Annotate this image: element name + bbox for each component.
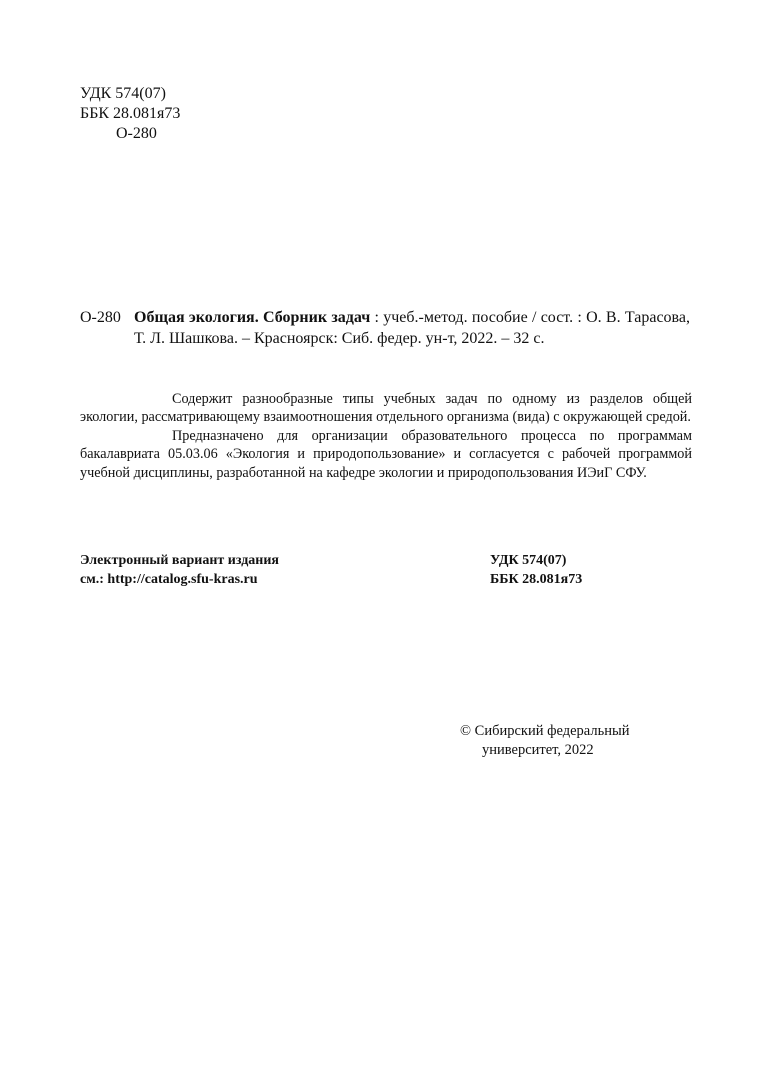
footer-bbk: ББК 28.081я73 bbox=[490, 572, 583, 587]
entry-code: О-280 bbox=[80, 309, 121, 326]
book-title: Общая экология. Сборник задач bbox=[134, 309, 371, 326]
annotation bbox=[80, 390, 692, 482]
footer-udk: УДК 574(07) bbox=[490, 553, 567, 568]
author-sign: О-280 bbox=[116, 125, 157, 142]
copyright-line-1: © Сибирский федеральный bbox=[460, 723, 630, 739]
catalog-link[interactable]: см.: http://catalog.sfu-kras.ru bbox=[80, 572, 258, 587]
annotation-paragraph-1: Содержит разнообразные типы учебных задач по одному из разделов общей экологии, рассматривающему взаимоотношения отдельного организма (вида) с окружающей средой. bbox=[80, 391, 692, 426]
copyright-line-2: университет, 2022 bbox=[482, 742, 594, 758]
udk-code: УДК 574(07) bbox=[80, 85, 166, 102]
classification-header bbox=[80, 84, 180, 144]
bbk-code: ББК 28.081я73 bbox=[80, 105, 181, 122]
bibliographic-entry bbox=[80, 307, 690, 349]
copyright-notice bbox=[460, 722, 629, 760]
entry-description: : учеб.-метод. пособие / сост. : О. В. Тарасова, Т. Л. Шашкова. – Красноярск: Сиб. федер. ун-т, 2022. – 32 с. bbox=[134, 309, 691, 347]
entry-body bbox=[134, 307, 690, 349]
electronic-edition-label: Электронный вариант издания bbox=[80, 553, 279, 568]
footer-classification bbox=[490, 551, 582, 589]
electronic-edition-note bbox=[80, 551, 279, 589]
annotation-paragraph-2: Предназначено для организации образовательного процесса по программам бакалавриата 05.03.06 «Экология и природопользование» и согласуется с рабочей программой учебной дисциплины, разработанной на кафедре экологии и природопользования ИЭиГ СФУ. bbox=[80, 427, 692, 481]
